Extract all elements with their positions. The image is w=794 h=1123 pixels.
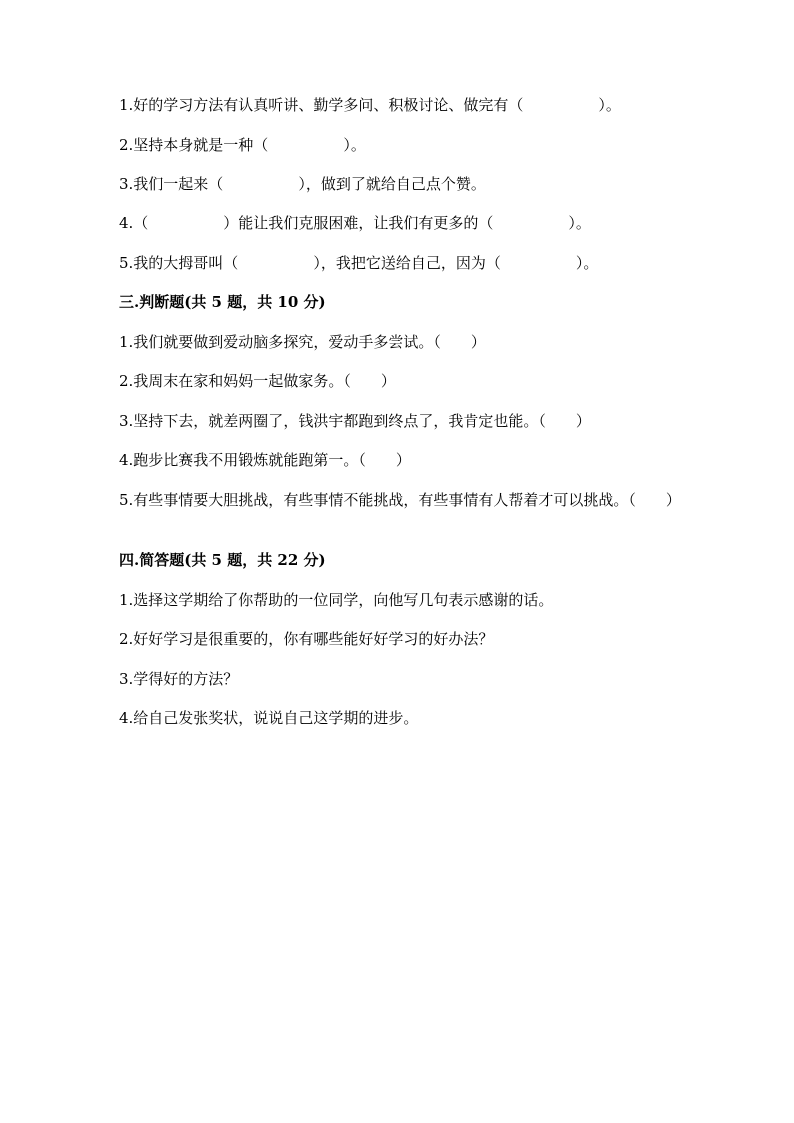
fill-blank-question-1: 1.好的学习方法有认真听讲、勤学多问、积极讨论、做完有（ ）。 (119, 96, 621, 114)
fill-blank-question-2: 2.坚持本身就是一种（ ）。 (119, 136, 366, 154)
judge-question-4: 4.跑步比赛我不用锻炼就能跑第一。（ ） (119, 451, 411, 469)
judge-question-2: 2.我周末在家和妈妈一起做家务。（ ） (119, 372, 396, 390)
short-answer-question-4: 4.给自己发张奖状，说说自己这学期的进步。 (119, 709, 419, 727)
judge-section-heading: 三.判断题(共 5 题，共 10 分) (119, 293, 326, 311)
short-answer-section-heading: 四.简答题(共 5 题，共 22 分) (119, 551, 326, 569)
short-answer-question-3: 3.学得好的方法？ (119, 670, 239, 688)
short-answer-question-1: 1.选择这学期给了你帮助的一位同学，向他写几句表示感谢的话。 (119, 591, 554, 609)
short-answer-question-2: 2.好好学习是很重要的，你有哪些能好好学习的好办法？ (119, 630, 494, 648)
judge-question-5: 5.有些事情要大胆挑战，有些事情不能挑战，有些事情有人帮着才可以挑战。（ ） (119, 491, 681, 509)
judge-question-1: 1.我们就要做到爱动脑多探究，爱动手多尝试。（ ） (119, 333, 486, 351)
judge-question-3: 3.坚持下去，就差两圈了，钱洪宇都跑到终点了，我肯定也能。（ ） (119, 412, 591, 430)
fill-blank-question-5: 5.我的大拇哥叫（ ），我把它送给自己，因为（ ）。 (119, 254, 599, 272)
fill-blank-question-3: 3.我们一起来（ ），做到了就给自己点个赞。 (119, 175, 486, 193)
fill-blank-question-4: 4.（ ）能让我们克服困难，让我们有更多的（ ）。 (119, 214, 591, 232)
